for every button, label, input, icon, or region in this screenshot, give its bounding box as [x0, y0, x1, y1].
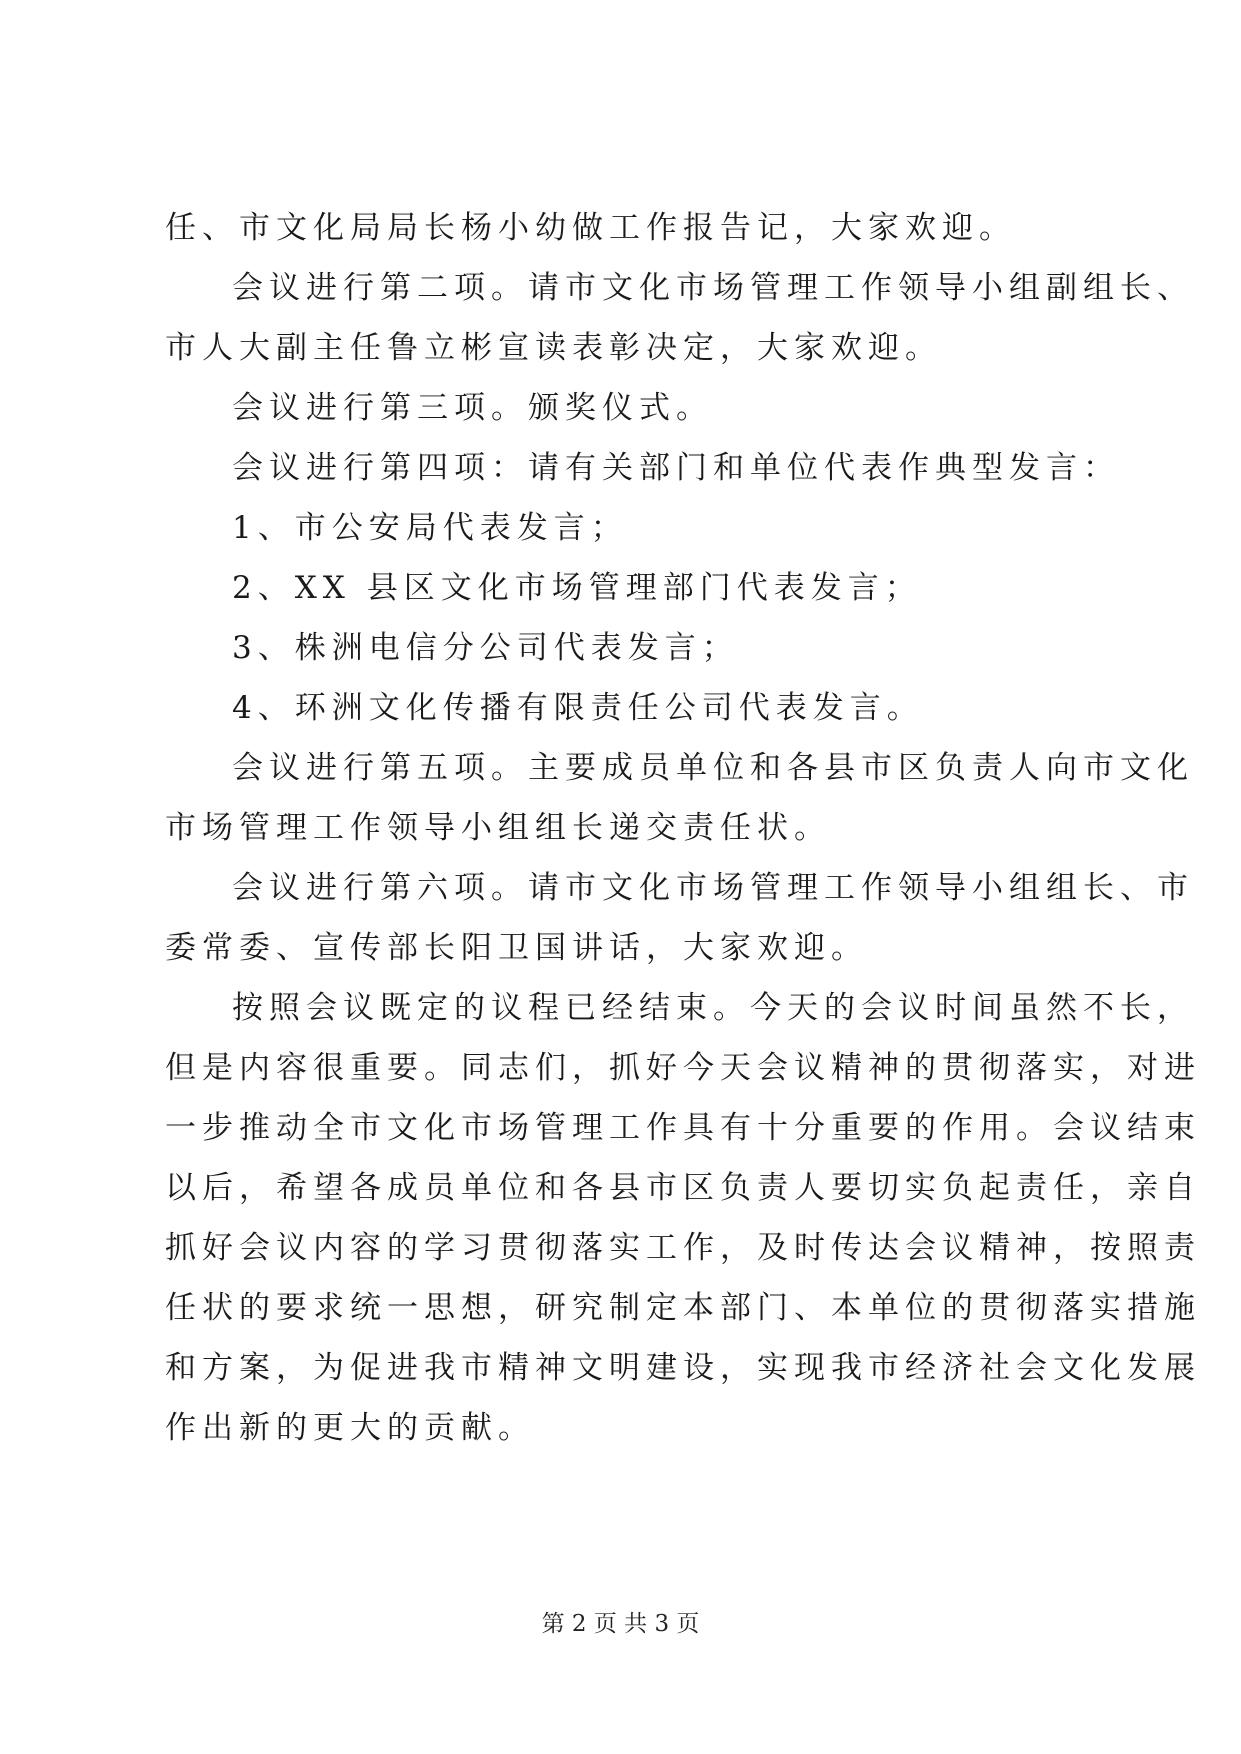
text-line: 委常委、宣传部长阳卫国讲话，大家欢迎。: [165, 930, 868, 966]
text-line: 按照会议既定的议程已经结束。今天的会议时间虽然不长，: [232, 990, 1194, 1026]
text-line: 会议进行第三项。颁奖仪式。: [232, 390, 713, 426]
text-line: 会议进行第二项。请市文化市场管理工作领导小组副组长、: [232, 270, 1194, 306]
page-number-footer: 第 2 页 共 3 页: [541, 1611, 700, 1637]
text-line: 任、市文化局局长杨小幼做工作报告记，大家欢迎。: [165, 210, 1016, 246]
text-line: 会议进行第六项。请市文化市场管理工作领导小组组长、市: [232, 870, 1194, 906]
text-line: 会议进行第五项。主要成员单位和各县市区负责人向市文化: [232, 750, 1194, 786]
text-line: 4、环洲文化传播有限责任公司代表发言。: [232, 690, 924, 726]
text-line: 市场管理工作领导小组组长递交责任状。: [165, 810, 831, 846]
text-line: 1、市公安局代表发言；: [232, 510, 628, 546]
text-line: 一步推动全市文化市场管理工作具有十分重要的作用。会议结束: [165, 1110, 1201, 1146]
text-line: 3、株洲电信分公司代表发言；: [232, 630, 739, 666]
text-line: 以后，希望各成员单位和各县市区负责人要切实负起责任，亲自: [165, 1170, 1201, 1206]
text-line: 2、XX 县区文化市场管理部门代表发言；: [232, 570, 922, 606]
text-line: 会议进行第四项：请有关部门和单位代表作典型发言：: [232, 450, 1120, 486]
text-line: 和方案，为促进我市精神文明建设，实现我市经济社会文化发展: [165, 1350, 1201, 1386]
text-line: 任状的要求统一思想，研究制定本部门、本单位的贯彻落实措施: [165, 1290, 1201, 1326]
text-line: 市人大副主任鲁立彬宣读表彰决定，大家欢迎。: [165, 330, 942, 366]
text-line: 抓好会议内容的学习贯彻落实工作，及时传达会议精神，按照责: [165, 1230, 1201, 1266]
text-line: 作出新的更大的贡献。: [165, 1410, 535, 1446]
text-line: 但是内容很重要。同志们，抓好今天会议精神的贯彻落实，对进: [165, 1050, 1201, 1086]
